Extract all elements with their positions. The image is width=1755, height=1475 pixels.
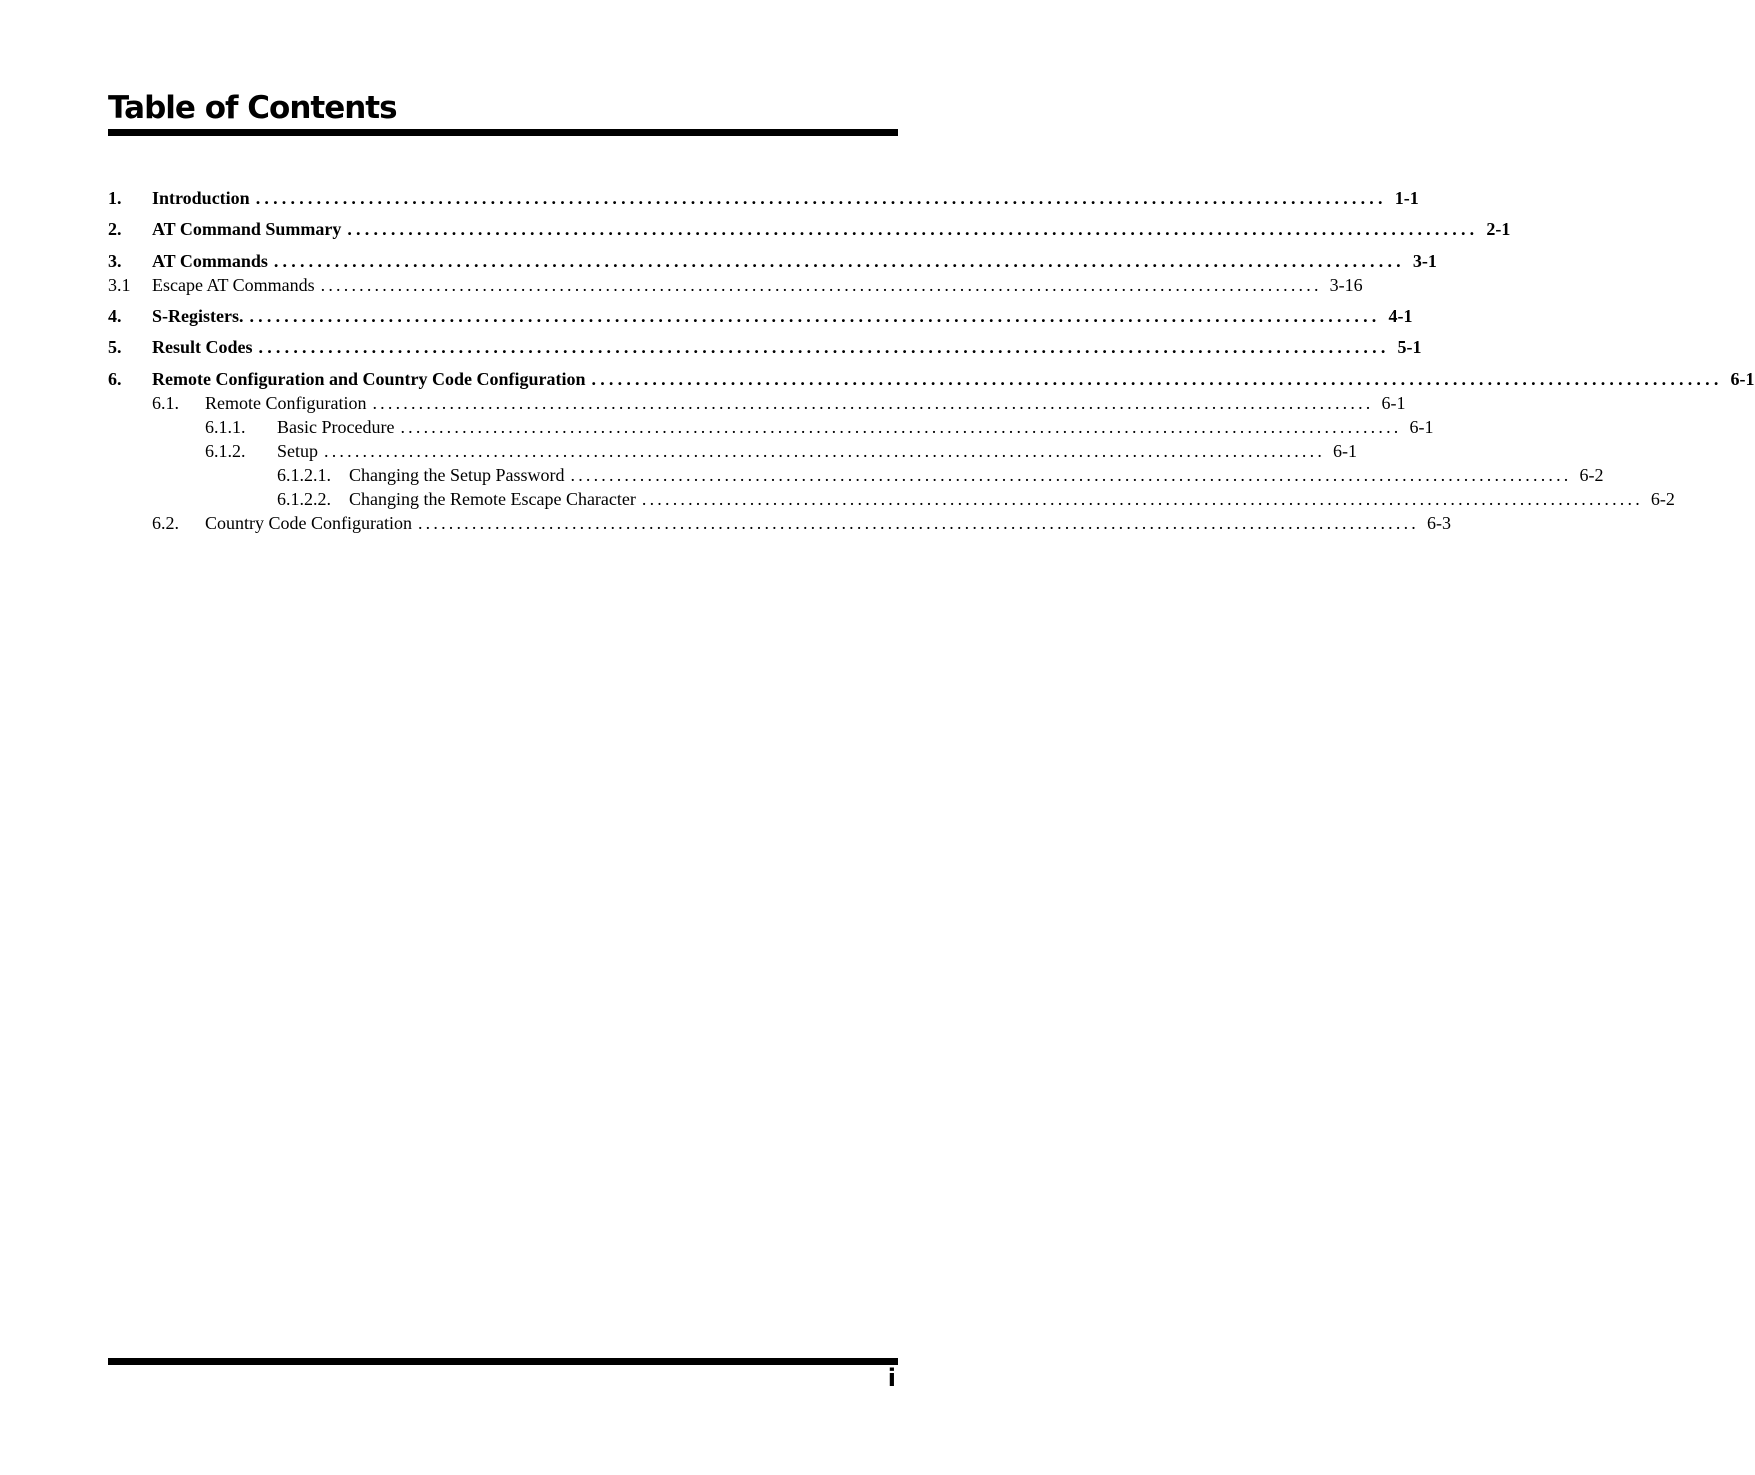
toc-entry-number: 2. [108, 219, 122, 239]
toc-dot-leader: .................................................................................................................................. [591, 369, 1723, 389]
toc-entry-page: 6-1 [1730, 369, 1755, 389]
toc-dot-leader: .................................................................................................................................. [570, 465, 1572, 485]
toc-entry-page: 6-1 [1409, 417, 1434, 437]
toc-entry-page: 1-1 [1394, 188, 1419, 208]
toc-entry-title: AT Commands [152, 251, 268, 271]
toc-entry-number: 6.1.2.2. [277, 489, 331, 509]
toc-dot-leader: .................................................................................................................................. [400, 417, 1402, 437]
toc-dot-leader: .................................................................................................................................. [347, 219, 1479, 239]
toc-entry-number: 6.1.2. [205, 441, 246, 461]
toc-dot-leader: .................................................................................................................................. [255, 188, 1387, 208]
toc-entry[interactable] [108, 218, 1511, 240]
toc-entry-page: 6-1 [1381, 393, 1406, 413]
toc-entry-number: 3. [108, 251, 122, 271]
toc-entry-page: 6-3 [1426, 513, 1451, 533]
toc-entry[interactable] [108, 305, 1413, 327]
toc-entry[interactable] [108, 250, 1437, 272]
toc-entry-number: 3.1 [108, 275, 131, 295]
page-title: Table of Contents [108, 90, 397, 126]
toc-entry-number: 4. [108, 306, 122, 326]
toc-entry-number: 6.1.2.1. [277, 465, 331, 485]
toc-dot-leader: .................................................................................................................................. [249, 306, 1381, 326]
toc-dot-leader: .................................................................................................................................. [641, 489, 1643, 509]
toc-dot-leader: .................................................................................................................................. [324, 441, 1326, 461]
toc-entry-page: 3-1 [1412, 251, 1437, 271]
toc-entry[interactable] [108, 392, 1406, 414]
toc-entry[interactable] [108, 416, 1434, 438]
toc-dot-leader: .................................................................................................................................. [258, 337, 1390, 357]
toc-entry-number: 6.2. [152, 513, 179, 533]
toc-entry-number: 5. [108, 337, 122, 357]
toc-entry-title: Changing the Remote Escape Character [349, 489, 636, 509]
toc-dot-leader: .................................................................................................................................. [273, 251, 1405, 271]
toc-entry[interactable] [108, 187, 1419, 209]
toc-entry[interactable] [108, 512, 1451, 534]
toc-dot-leader: .................................................................................................................................. [417, 513, 1419, 533]
toc-entry[interactable] [108, 274, 1363, 296]
toc-entry-page: 6-2 [1650, 489, 1675, 509]
toc-entry[interactable] [108, 336, 1422, 358]
toc-entry[interactable] [108, 464, 1604, 486]
toc-entry-number: 6.1.1. [205, 417, 246, 437]
toc-entry-title: Remote Configuration [205, 393, 367, 413]
toc-dot-leader: .................................................................................................................................. [320, 275, 1322, 295]
toc-entry-title: Result Codes [152, 337, 253, 357]
page-number: i [887, 1364, 896, 1392]
toc-dot-leader: .................................................................................................................................. [372, 393, 1374, 413]
toc-entry[interactable] [108, 368, 1755, 390]
toc-entry[interactable] [108, 440, 1358, 462]
toc-entry-title: Escape AT Commands [152, 275, 315, 295]
toc-entry-page: 5-1 [1397, 337, 1422, 357]
toc-entry-page: 2-1 [1486, 219, 1511, 239]
toc-entry-title: Basic Procedure [277, 417, 395, 437]
table-of-contents [108, 0, 1755, 560]
toc-entry-page: 4-1 [1388, 306, 1413, 326]
toc-entry-title: Setup [277, 441, 319, 461]
toc-entry-title: AT Command Summary [152, 219, 342, 239]
toc-entry-number: 1. [108, 188, 122, 208]
toc-entry-number: 6. [108, 369, 122, 389]
toc-entry-page: 3-16 [1329, 275, 1363, 295]
toc-entry-page: 6-2 [1579, 465, 1604, 485]
footer-rule [108, 1358, 898, 1365]
toc-entry-title: Remote Configuration and Country Code Configuration [152, 369, 586, 389]
toc-entry-page: 6-1 [1333, 441, 1358, 461]
toc-entry-title: Changing the Setup Password [349, 465, 565, 485]
toc-entry-title: S-Registers. [152, 306, 244, 326]
toc-entry-number: 6.1. [152, 393, 179, 413]
toc-entry-title: Country Code Configuration [205, 513, 412, 533]
toc-entry-title: Introduction [152, 188, 250, 208]
toc-entry[interactable] [108, 488, 1675, 510]
